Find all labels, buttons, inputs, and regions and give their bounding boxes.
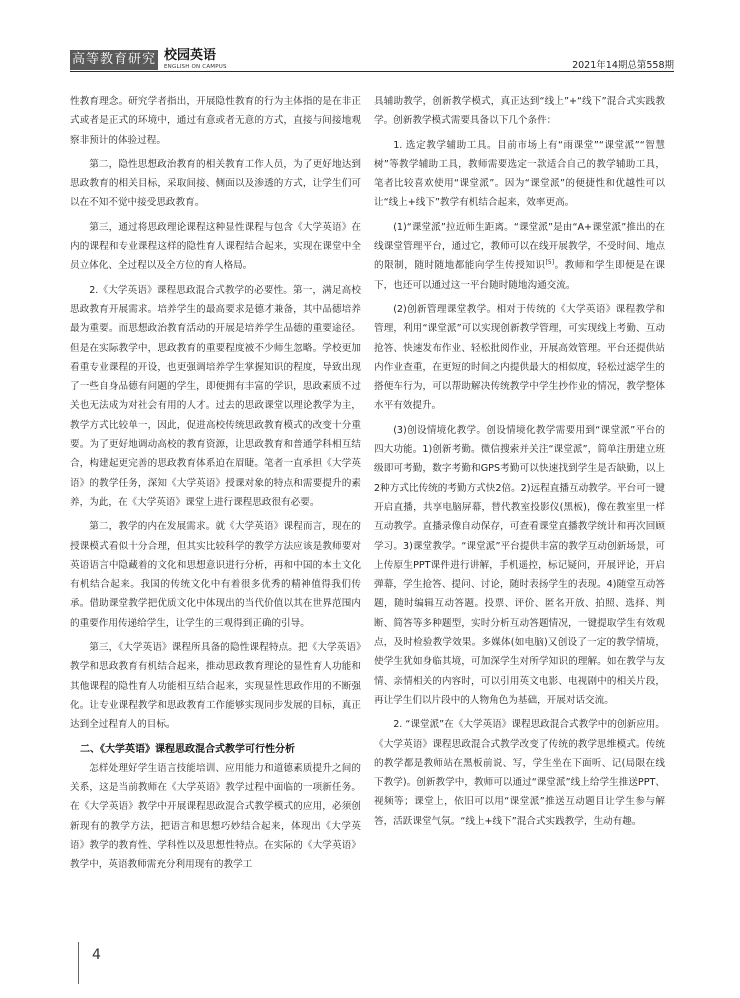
paragraph: (2)创新管理课堂教学。相对于传统的《大学英语》课程教学和管理，利用“课堂派”可以实现创新教学管理，可实现线上考勤、互动抢答、快速发布作业、轻松批阅作业，开展高效管理。平台还提供站内作业查重，在更短的时间之内提供最大的相似度，轻松过滤学生的搭便车行为，可以帮助解决传统教学中学生抄作业的情况，教学整体水平有效提升。 [374,303,665,412]
left-column [70,92,361,880]
journal-name-en: ENGLISH ON CAMPUS [164,64,227,70]
paragraph: 怎样处理好学生语言技能培训、应用能力和道德素质提升之间的关系，这是当前教师在《大学英语》教学过程中面临的一项新任务。在《大学英语》教学中开展课程思政混合式教学模式的应用，必须创新现有的教学方法，把语言和思想巧妙结合起来，体现出《大学英语》教学的教育性、学科性以及思想性特点。在实际的《大学英语》教学中，英语教师需充分利用现有的教学工 [70,762,361,871]
paragraph: 第二，隐性思想政治教育的相关教育工作人员，为了更好地达到思政教育的相关目标，采取间接、侧面以及渗透的方式，让学生们可以在不知不觉中接受思政教育。 [70,158,361,209]
section-label: 高等教育研究 [70,50,158,70]
paragraph: (3)创设情境化教学。创设情境化教学需要用到“课堂派”平台的四大功能。1)创新考勤。微信搜索并关注“课堂派”，简单注册建立班级即可考勤，数字考勤和GPS考勤可以快速找到学生是否缺勤，以上2种方式比传统的考勤方式快2倍。2)远程直播互动教学。平台可一键开启直播，共享电脑屏幕，替代教室投影仪(黑板)，像在教室里一样互动教学。直播录像自动保存，可查看课堂直播教学统计和再次回顾学习。3)课堂教学。“课堂派”平台提供丰富的教学互动创新场景，可上传原生PPT课件进行讲解，手机遥控，标记疑问，开展评论，开启弹幕，学生抢答、提问、讨论，随时表扬学生的表现。4)随堂互动答题，随时编辑互动答题。投票、评价、匿名开放、拍照、选择、判断、简答等多种题型，实时分析互动答题情况，一键提取学生有效观点，及时检验教学效果。多媒体(如电脑)又创设了一定的教学情境，使学生犹如身临其境，可加深学生对所学知识的理解。如在教学与友情、亲情相关的内容时，可以引用英文电影、电视剧中的相关片段，再让学生们以片段中的人物角色为基础，开展对话交流。 [374,424,665,706]
issue-info: 2021年14期总第558期 [572,60,674,71]
right-column [374,92,665,836]
paragraph: 第三，通过将思政理论课程这种显性课程与包含《大学英语》在内的课程和专业课程这样的隐性育人课程结合起来，实现在课堂中全员立体化、全过程以及全方位的育人格局。 [70,221,361,272]
footer-rule [78,942,79,984]
paragraph: 2.《大学英语》课程思政混合式教学的必要性。第一，满足高校思政教育开展需求。培养学生的最高要求是德才兼备，其中品德培养最为重要。而思想政治教育活动的开展是培养学生品德的重要途径。但是在实际教学中，思政教育的重要程度被不少师生忽略。学校更加看重专业课程的开设，也更强调培养学生掌握知识的程度，导致出现了一些自身品德有问题的学生，即便拥有丰富的学识，思政素质不过关也无法成为对社会有用的人才。过去的思政课堂以理论教学为主，教学方式比较单一，因此，促进高校传统思政教育模式的改变十分重要。为了更好地调动高校的教育资源，让思政教育和普通学科相互结合，构建起更完善的思政教育体系迫在眉睫。笔者一直承担《大学英语》的教学任务，深知《大学英语》授课对象的特点和需要提升的素养，为此，在《大学英语》课堂上进行课程思政很有必要。 [70,284,361,508]
section-heading: 二、《大学英语》课程思政混合式教学可行性分析 [80,743,295,755]
paragraph-text: (1)“课堂派”拉近师生距离。“课堂派”是由“A+课堂派”推出的在线课堂管理平台，通过它，教师可以在线开展教学，不受时间、地点的限制，随时随地都能向学生传授知识 [374,221,665,272]
paragraph: 1. 选定教学辅助工具。目前市场上有“雨课堂”“课堂派”“智慧树”等教学辅助工具，教师需要选定一款适合自己的教学辅助工具，笔者比较喜欢使用“课堂派”。因为“课堂派”的便捷性和优越性可以让“线上+线下”教学有机结合起来，效率更高。 [374,139,665,209]
paragraph: 具辅助教学，创新教学模式，真正达到“线上”+“线下”混合式实践教学。创新教学模式需要具备以下几个条件： [374,96,665,127]
journal-logo [164,49,254,73]
paragraph: 第三，《大学英语》课程所具备的隐性课程特点。把《大学英语》教学和思政教育有机结合起来，推动思政教育理论的显性育人功能和其他课程的隐性育人功能相互结合起来，实现显性思政作用的不断强化。让专业课程教学和思政教育工作能够实现同步发展的目标，真正达到全过程育人的目标。 [70,642,361,731]
journal-name-cn: 校园英语 [164,48,217,63]
paragraph-text: 。教师和学生即便是在课下，也还可以通过这一平台随时随地沟通交流。 [374,260,666,291]
citation-marker: [5] [545,259,555,267]
paragraph: 性教育理念。研究学者指出，开展隐性教育的行为主体指的是在非正式或者是正式的环境中，通过有意或者无意的方式，直接与间接地观察非预计的体验过程。 [70,96,361,146]
paragraph [374,218,665,295]
paragraph: 2. “课堂派”在《大学英语》课程思政混合式教学中的创新应用。《大学英语》课程思政混合式教学改变了传统的教学思维模式。传统的教学都是教师站在黑板前说、写，学生坐在下面听、记(局限在线下教学)。创新教学中，教师可以通过“课堂派”线上给学生推送PPT、视频等；课堂上，依旧可以用“课堂派”推送互动题目让学生参与解答，活跃课堂气氛。“线上+线下”混合式实践教学，生动有趣。 [374,719,665,827]
paragraph: 第二，教学的内在发展需求。就《大学英语》课程而言，现在的授课模式看似十分合理，但其实比较科学的教学方法应该是教师要对英语语言中隐藏着的文化和思想意识进行分析，再和中国的本土文化有机结合起来。我国的传统文化中有着很多优秀的精神值得我们传承。借助课堂教学把优质文化中体现出的当代价值以其在世界范围内的重要作用传递给学生，让学生的三观得到正确的引导。 [70,521,361,629]
header-divider [70,71,674,72]
page-number: 4 [92,947,101,963]
